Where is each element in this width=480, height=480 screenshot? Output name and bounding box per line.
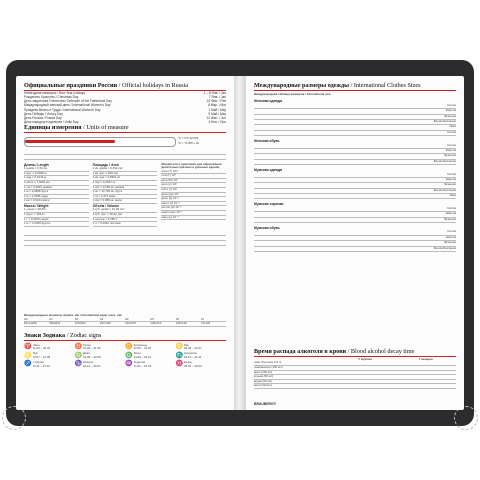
drink-name: водка (50 мл): [254, 379, 273, 383]
clothes-row: [254, 160, 456, 165]
clothes-row: [254, 247, 456, 252]
zodiac-title: Знаки Зодиака / Zodiac signs: [24, 332, 102, 339]
zodiac-name: Стрелец: [32, 361, 44, 365]
unit-row: мега (М) 10⁶: [161, 179, 226, 184]
zodiac-item: [125, 352, 176, 359]
clothes-group: [254, 226, 456, 252]
holiday-date: 12 Июн. / Jun: [206, 116, 226, 121]
section-rule: [24, 340, 226, 341]
unit-row: 1 г = 0,0353 унции: [24, 218, 89, 223]
unit-row: 1 га = 2,471 акра: [93, 195, 158, 200]
area-table: [93, 163, 158, 227]
section-rule: [254, 90, 456, 91]
unit-row: 1 кв. ярд = 0,8361 м²: [93, 176, 158, 181]
clothes-row: [254, 194, 456, 199]
clothes-country: Россия: [446, 172, 456, 176]
clothes-country: Великобритания: [433, 188, 456, 192]
zodiac-text: [33, 361, 50, 368]
zodiac-item: [176, 361, 227, 368]
clothes-country: Европа: [446, 235, 456, 239]
unit-row: 1 миля = 1,6093 км: [24, 181, 89, 186]
zodiac-name: Рыбы: [184, 361, 192, 365]
paper-cell: A4: [125, 318, 150, 323]
zodiac-item: [24, 352, 75, 359]
zodiac-dates: 23.11 – 21.12: [32, 364, 50, 368]
thermo-note: °F = °C×9/5 + 32: [178, 140, 199, 145]
paper-cell: 210x297: [125, 322, 150, 327]
prefix-heading: Множители и приставки для образования десятичных кратных и дольных единиц: [161, 162, 222, 170]
unit-row: 1 л = 0,2642 галлона: [93, 222, 158, 227]
unit-row: санти (с) 10⁻²: [161, 202, 226, 207]
zodiac-text: [33, 352, 51, 359]
paper-cell: A6: [176, 318, 201, 323]
clothes-country: Франция: [444, 183, 456, 187]
female-column-heading: У женщин: [418, 357, 433, 361]
alcohol-header: [254, 358, 456, 362]
unit-row: кило (к) 10³: [161, 183, 226, 188]
unit-row: 1 м = 3,2808 фута: [24, 190, 89, 195]
unit-row: гига (Г) 10⁹: [161, 174, 226, 179]
clothes-country: Франция: [444, 241, 456, 245]
unit-row: 1 см² = 0,155 кв. дюйма: [93, 186, 158, 191]
holiday-name: Рождество Христово / Christmas Day: [24, 95, 79, 99]
zodiac-text: [134, 352, 152, 359]
zodiac-dates: 22.06 – 22.07: [184, 347, 202, 351]
clothes-country: Россия: [446, 130, 456, 134]
holiday-date: 23 Фев. / Feb: [206, 99, 226, 104]
zodiac-dates: 21.03 – 20.04: [32, 347, 51, 351]
paper-cell: A7: [201, 318, 226, 323]
zodiac-sign-icon: ♈: [24, 343, 32, 350]
clothes-country: Франция: [444, 154, 456, 158]
paper-cell: 148x210: [150, 322, 175, 327]
zodiac-sign-icon: ♐: [24, 361, 32, 368]
unit-row: 1 фунт = 453,6 г: [24, 213, 89, 218]
unit-row: 1 унция = 28,35 г: [24, 208, 89, 213]
clothes-subtitle: Международная таблица размеров / International size: [254, 92, 331, 96]
zodiac-sign-icon: ♋: [175, 343, 183, 350]
zodiac-text: [134, 344, 152, 351]
clothes-group: [254, 168, 456, 199]
male-column-heading: У мужчин: [358, 357, 372, 361]
holiday-name: День защитника Отечества / Defender of the Fatherland Day: [24, 99, 112, 104]
clothes-group-title: Женская обувь: [254, 139, 280, 144]
clothes-country: Великобритания: [433, 119, 456, 123]
clothes-country: США: [449, 125, 456, 129]
unit-row: 1 м = 1,0936 ярда: [24, 195, 89, 200]
unit-row: нано (н) 10⁻⁹: [161, 216, 226, 221]
zodiac-name: Телец: [83, 343, 92, 347]
zodiac-text: [83, 361, 101, 368]
paper-cell: 105x148: [176, 322, 201, 327]
zodiac-grid: [24, 344, 226, 369]
unit-row: 1 м² = 10,764 кв. фута: [93, 190, 158, 195]
drink-name: виски (50 мл): [254, 384, 272, 388]
zodiac-item: [75, 352, 126, 359]
clothes-title: Международные размеры одежды / International Clothes Sizes: [254, 82, 421, 89]
zodiac-sign-icon: ♊: [125, 343, 133, 350]
drink-name: вино (100 мл): [254, 370, 273, 374]
holiday-date: 8 Мар. / Mar: [208, 103, 226, 108]
paper-cell: 420x594: [75, 322, 100, 327]
clothes-country: Великобритания: [433, 159, 456, 163]
alcohol-row: [254, 384, 456, 389]
paper-cell: 297x420: [100, 322, 125, 327]
clothes-group-title: Мужские сорочки: [254, 202, 284, 207]
zodiac-item: [75, 344, 126, 351]
clothes-country: Великобритания: [433, 246, 456, 250]
holiday-date: 9 Май / May: [208, 111, 226, 116]
thermo-note: °C = 5°F 32×5/9: [178, 135, 199, 140]
holiday-name: День России / Russia Day: [24, 116, 62, 121]
left-page: [16, 76, 234, 410]
zodiac-sign-icon: ♒: [125, 361, 133, 368]
zodiac-dates: 24.09 – 23.10: [133, 356, 152, 360]
zodiac-name: Близнецы: [133, 343, 147, 347]
paper-title: Международные форматы бумаги, мм / International paper sizes, mm: [24, 314, 123, 317]
zodiac-sign-icon: ♓: [175, 361, 183, 368]
holiday-name: День народного единства / Unity Day: [24, 120, 79, 125]
misc-lines: [24, 231, 226, 246]
zodiac-name: Весы: [133, 352, 141, 356]
drink-name: шампанское (100 мл): [254, 365, 283, 369]
alcohol-table: [254, 361, 456, 389]
clothes-group: [254, 202, 456, 223]
unit-row: 1 см = 0,3937 дюйма: [24, 186, 89, 191]
unit-row: микро (мк) 10⁻⁶: [161, 211, 226, 216]
units-section: [24, 124, 226, 246]
zodiac-dates: 22.12 – 20.01: [83, 364, 101, 368]
holiday-list: [24, 91, 226, 125]
zodiac-item: [125, 361, 176, 368]
drink-name: коньяк (50 мл): [254, 375, 274, 379]
clothes-row: [254, 131, 456, 136]
zodiac-item: [125, 344, 176, 351]
clothes-group-title: Мужская одежда: [254, 168, 282, 173]
alcohol-section: [254, 348, 456, 389]
zodiac-dates: 23.07 – 21.08: [32, 356, 51, 360]
zodiac-name: Скорпион: [184, 352, 197, 356]
zodiac-dates: 22.05 – 21.06: [133, 347, 152, 351]
planner-cover: [6, 60, 474, 426]
holiday-date: 1 Май / May: [208, 107, 226, 112]
conversion-strip: [24, 151, 226, 161]
zodiac-name: Дева: [83, 352, 90, 356]
unit-row: дека (да) 10¹: [161, 193, 226, 198]
zodiac-item: [176, 352, 227, 359]
zodiac-text: [83, 352, 101, 359]
zodiac-sign-icon: ♏: [175, 352, 183, 359]
holiday-name: Праздник Весны и Труда / International Workers' Day: [24, 107, 101, 112]
paper-cell: 74x105: [201, 322, 226, 327]
clothes-group: [254, 139, 456, 165]
unit-row: 1 куб. дюйм = 16,39 см³: [93, 208, 158, 213]
section-rule: [254, 356, 456, 357]
right-page: [246, 76, 464, 410]
zodiac-text: [184, 344, 202, 351]
clothes-country: США: [449, 194, 456, 198]
paper-section: [24, 314, 226, 327]
clothes-country: Франция: [444, 114, 456, 118]
thermometer-scale: [24, 133, 226, 151]
unit-row: 1 галлон = 3,785 л: [93, 218, 158, 223]
prefix-table: [161, 163, 226, 227]
zodiac-item: [24, 361, 75, 368]
zodiac-text: [184, 361, 202, 368]
unit-row: 1 км = 0,6214 мили: [24, 199, 89, 204]
zodiac-sign-icon: ♉: [74, 343, 82, 350]
unit-tables: [24, 163, 226, 227]
holidays-title: Официальные праздники России / Official holidays in Russia: [24, 82, 188, 89]
length-table: [24, 163, 89, 227]
alcohol-title: Время распада алкоголя в крови / Blood alcohol decay time: [254, 348, 415, 355]
area-heading: Площадь / Area: [92, 162, 119, 167]
paper-cell: A1: [49, 318, 74, 323]
unit-row: 1 кг = 2,2046 фунта: [24, 222, 89, 227]
zodiac-item: [24, 344, 75, 351]
unit-row: деци (д) 10⁻¹: [161, 197, 226, 202]
volume-heading: Объём / Volume: [92, 203, 120, 208]
unit-row: 1 дюйм = 2,54 см: [24, 167, 89, 172]
zodiac-sign-icon: ♌: [24, 352, 32, 359]
holidays-section: [24, 82, 226, 124]
clothes-group-title: Мужская обувь: [254, 226, 280, 231]
page-spine: [234, 76, 246, 410]
unit-row: 1 км² = 0,386 кв. мили: [93, 199, 158, 204]
zodiac-sign-icon: ♑: [74, 361, 82, 368]
unit-row: 1 ярд = 0,9144 м: [24, 176, 89, 181]
unit-row: 1 фут = 0,3048 м: [24, 172, 89, 177]
clothes-group: [254, 99, 456, 136]
zodiac-name: Овен: [32, 343, 40, 347]
zodiac-dates: 22.08 – 23.09: [83, 356, 101, 360]
holiday-name: День Победы / Victory Day: [24, 111, 63, 116]
clothes-country: Россия: [446, 206, 456, 210]
zodiac-text: [184, 352, 201, 359]
holiday-date: 4 Ноя. / Nov: [208, 120, 226, 125]
unit-row: 1 акр = 0,4047 га: [93, 181, 158, 186]
zodiac-text: [83, 344, 101, 351]
unit-row: 1 кв. дюйм = 6,452 см²: [93, 167, 158, 172]
mass-heading: Масса / Weight: [24, 203, 49, 208]
zodiac-name: Водолей: [133, 361, 146, 365]
unit-row: 1 кв. фут = 929 см²: [93, 172, 158, 177]
zodiac-dates: 20.02 – 20.03: [184, 364, 202, 368]
clothes-country: Европа: [446, 177, 456, 181]
clothes-country: Россия: [446, 103, 456, 107]
zodiac-section: [24, 332, 226, 368]
clothes-country: Европа: [446, 148, 456, 152]
clothes-country: Европа: [446, 212, 456, 216]
zodiac-sign-icon: ♎: [125, 352, 133, 359]
unit-row: 1 куб. фут = 28,32 дм³: [93, 213, 158, 218]
clothes-country: Россия: [446, 230, 456, 234]
paper-cell: A5: [150, 318, 175, 323]
paper-cell: A2: [75, 318, 100, 323]
zodiac-sign-icon: ♍: [74, 352, 82, 359]
clothes-row: [254, 218, 456, 223]
clothes-section: [254, 82, 456, 252]
zodiac-item: [176, 344, 227, 351]
paper-cell: A0: [24, 318, 49, 323]
clothes-country: Франция: [444, 217, 456, 221]
zodiac-item: [75, 361, 126, 368]
units-title: Единицы измерения / Units of measure: [24, 124, 129, 131]
zodiac-text: [134, 361, 152, 368]
unit-row: милли (м) 10⁻³: [161, 206, 226, 211]
brand-logo: BRAUBERG®: [254, 402, 277, 406]
holiday-date: 1 – 8 Янв. / Jan: [203, 90, 226, 95]
zodiac-dates: 21.01 – 19.02: [133, 364, 152, 368]
clothes-group-title: Женская одежда: [254, 99, 282, 104]
clothes-country: Европа: [446, 109, 456, 113]
zodiac-dates: 21.04 – 21.05: [83, 347, 101, 351]
zodiac-name: Лев: [32, 352, 38, 356]
thermometer-bar: [24, 137, 176, 147]
zodiac-name: Козерог: [83, 361, 94, 365]
paper-cell: 841x1189: [24, 322, 49, 327]
clothes-tables: [254, 99, 456, 252]
holiday-date: 7 Янв. / Jan: [208, 95, 226, 99]
holiday-name: Международный женский день / International Women's Day: [24, 103, 111, 108]
paper-cell: 594x841: [49, 322, 74, 327]
zodiac-text: [33, 344, 51, 351]
holiday-name: Новогодние каникулы / New Year holidays: [24, 90, 86, 95]
drink-name: пиво (бутылка 0,5 л): [254, 361, 282, 365]
zodiac-dates: 24.10 – 22.11: [184, 356, 202, 360]
unit-row: гекто (г) 10²: [161, 188, 226, 193]
paper-cell: A3: [100, 318, 125, 323]
paper-grid: [24, 318, 226, 327]
unit-row: тера (T) 10¹²: [161, 170, 226, 175]
clothes-country: Россия: [446, 143, 456, 147]
zodiac-name: Рак: [184, 343, 189, 347]
length-heading: Длина / Length: [24, 162, 49, 167]
